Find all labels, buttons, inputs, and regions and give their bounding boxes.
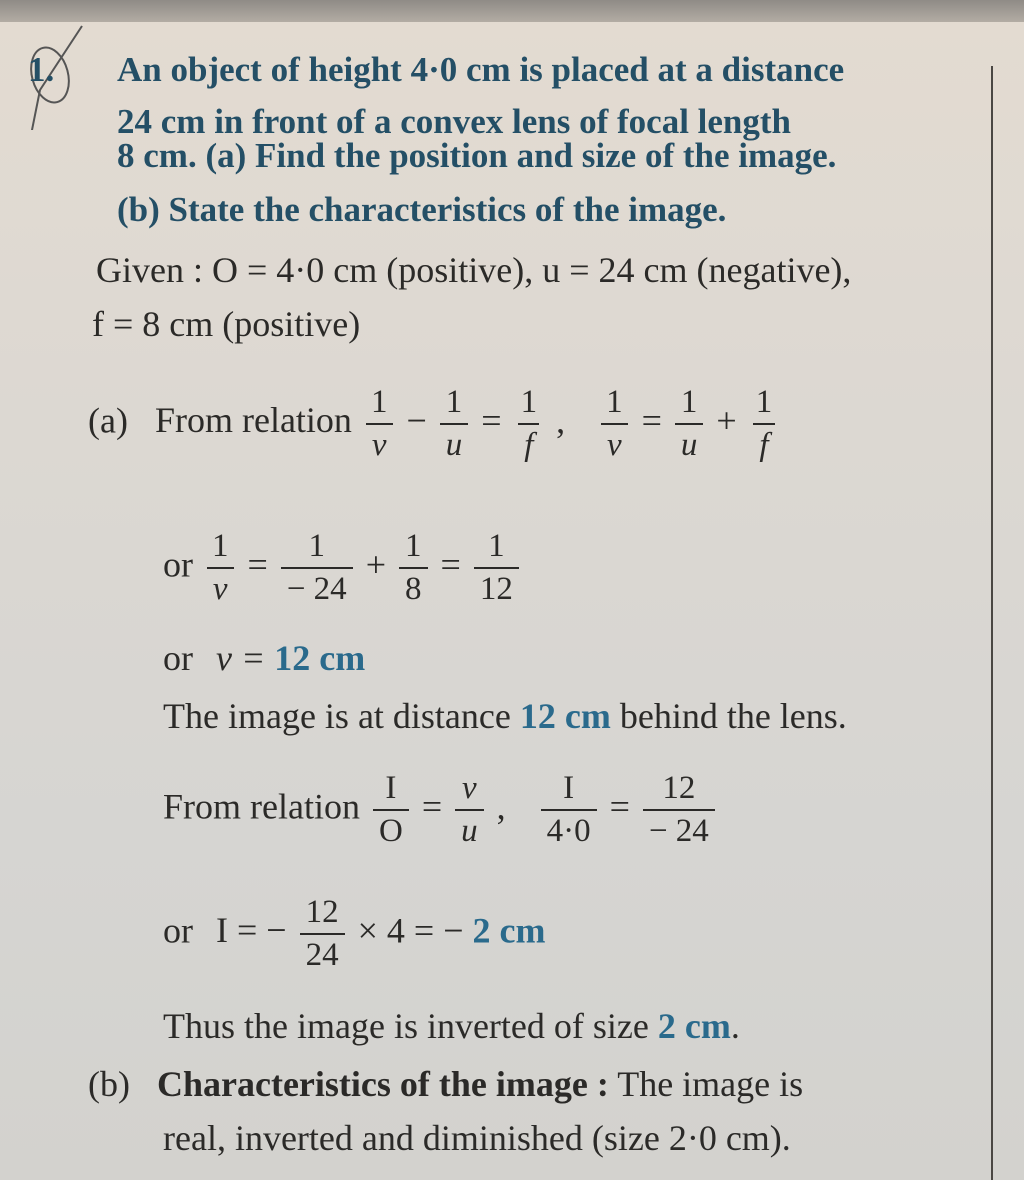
v-equals: v = (216, 638, 266, 678)
size-conclusion (163, 1008, 740, 1044)
part-b-row (88, 1066, 803, 1102)
fraction-den: 12 (474, 567, 519, 606)
equals-sign: = (421, 786, 443, 827)
v-value: 12 cm (274, 638, 366, 678)
fraction-den: f (753, 423, 774, 462)
conclusion-text: Thus the image is inverted of size (163, 1006, 649, 1046)
size-step-row (163, 896, 545, 972)
question-line-1: An object of height 4·0 cm is placed at a distance (117, 50, 845, 89)
part-b-label: (b) (88, 1064, 130, 1104)
multiply-text: × 4 = − (357, 910, 464, 951)
fraction-den: O (373, 809, 409, 848)
equals-sign: = (641, 400, 662, 441)
lens-formula-row (88, 386, 782, 462)
or-text: or (163, 544, 193, 585)
given-line-2: f = 8 cm (positive) (92, 304, 361, 344)
fraction-den: v (601, 423, 628, 462)
conclusion-text: behind the lens. (619, 696, 847, 736)
fraction-num: I (563, 770, 575, 806)
fraction-num: v (462, 770, 477, 806)
conclusion-text: The image is at distance (163, 696, 511, 736)
magnification-row (163, 772, 719, 848)
plus-sign: + (365, 544, 386, 585)
pencil-tick-icon (10, 20, 110, 130)
fraction-num: 1 (445, 384, 463, 420)
fraction-den: − 24 (281, 567, 353, 606)
fraction-num: 12 (662, 770, 696, 806)
question-line-4: (b) State the characteristics of the image. (117, 190, 727, 229)
step1-row (163, 530, 523, 606)
minus-sign: − (406, 400, 427, 441)
fraction-den: − 24 (643, 809, 715, 848)
fraction-num: 1 (405, 528, 422, 564)
fraction-den: u (440, 423, 469, 462)
or-text: or (163, 910, 193, 951)
distance-conclusion (163, 698, 847, 734)
or-text: or (163, 638, 193, 678)
equals-sign: = (440, 544, 461, 585)
equals-sign: = (481, 400, 502, 441)
fraction-num: 12 (305, 894, 339, 930)
fraction-num: 1 (370, 384, 388, 420)
question-number: 1. (28, 50, 55, 89)
question-line-2: 24 cm in front of a convex lens of focal length (117, 102, 792, 141)
fraction-num: 1 (606, 384, 623, 420)
fraction-num: 1 (308, 528, 325, 564)
part-b-text: The image is (617, 1064, 804, 1104)
relation-text: From relation (163, 786, 360, 827)
fraction-num: 1 (212, 528, 229, 564)
separator: , (496, 786, 506, 827)
separator: , (556, 400, 566, 441)
margin-rule (991, 66, 993, 1180)
question-line-3: 8 cm. (a) Find the position and size of the image. (117, 136, 837, 175)
fraction-den: 24 (300, 933, 345, 972)
fraction-den: 4·0 (541, 809, 597, 848)
equals-sign: = (247, 544, 268, 585)
size-value: 2 cm (657, 1006, 731, 1046)
fraction-den: v (366, 423, 393, 462)
size-value: 2 cm (472, 910, 546, 951)
fraction-num: 1 (488, 528, 505, 564)
fraction-den: 8 (399, 567, 428, 606)
fraction-num: 1 (520, 384, 538, 420)
fraction-num: 1 (680, 384, 698, 420)
part-a-label: (a) (88, 400, 128, 441)
fraction-den: f (518, 423, 539, 462)
i-equals: I = − (216, 910, 287, 951)
fraction-den: u (455, 809, 484, 848)
fraction-num: I (385, 770, 397, 806)
period: . (730, 1006, 740, 1046)
fraction-num: 1 (755, 384, 773, 420)
given-line-1: Given : O = 4·0 cm (positive), u = 24 cm (negative), (96, 250, 852, 290)
equals-sign: = (609, 786, 630, 827)
step2-row (163, 640, 365, 676)
fraction-den: u (675, 423, 704, 462)
distance-value: 12 cm (519, 696, 611, 736)
fraction-den: v (207, 567, 234, 606)
part-b-heading: Characteristics of the image : (156, 1064, 609, 1104)
part-b-line-2: real, inverted and diminished (size 2·0 cm). (163, 1118, 791, 1158)
plus-sign: + (716, 400, 737, 441)
relation-text: From relation (154, 400, 352, 441)
